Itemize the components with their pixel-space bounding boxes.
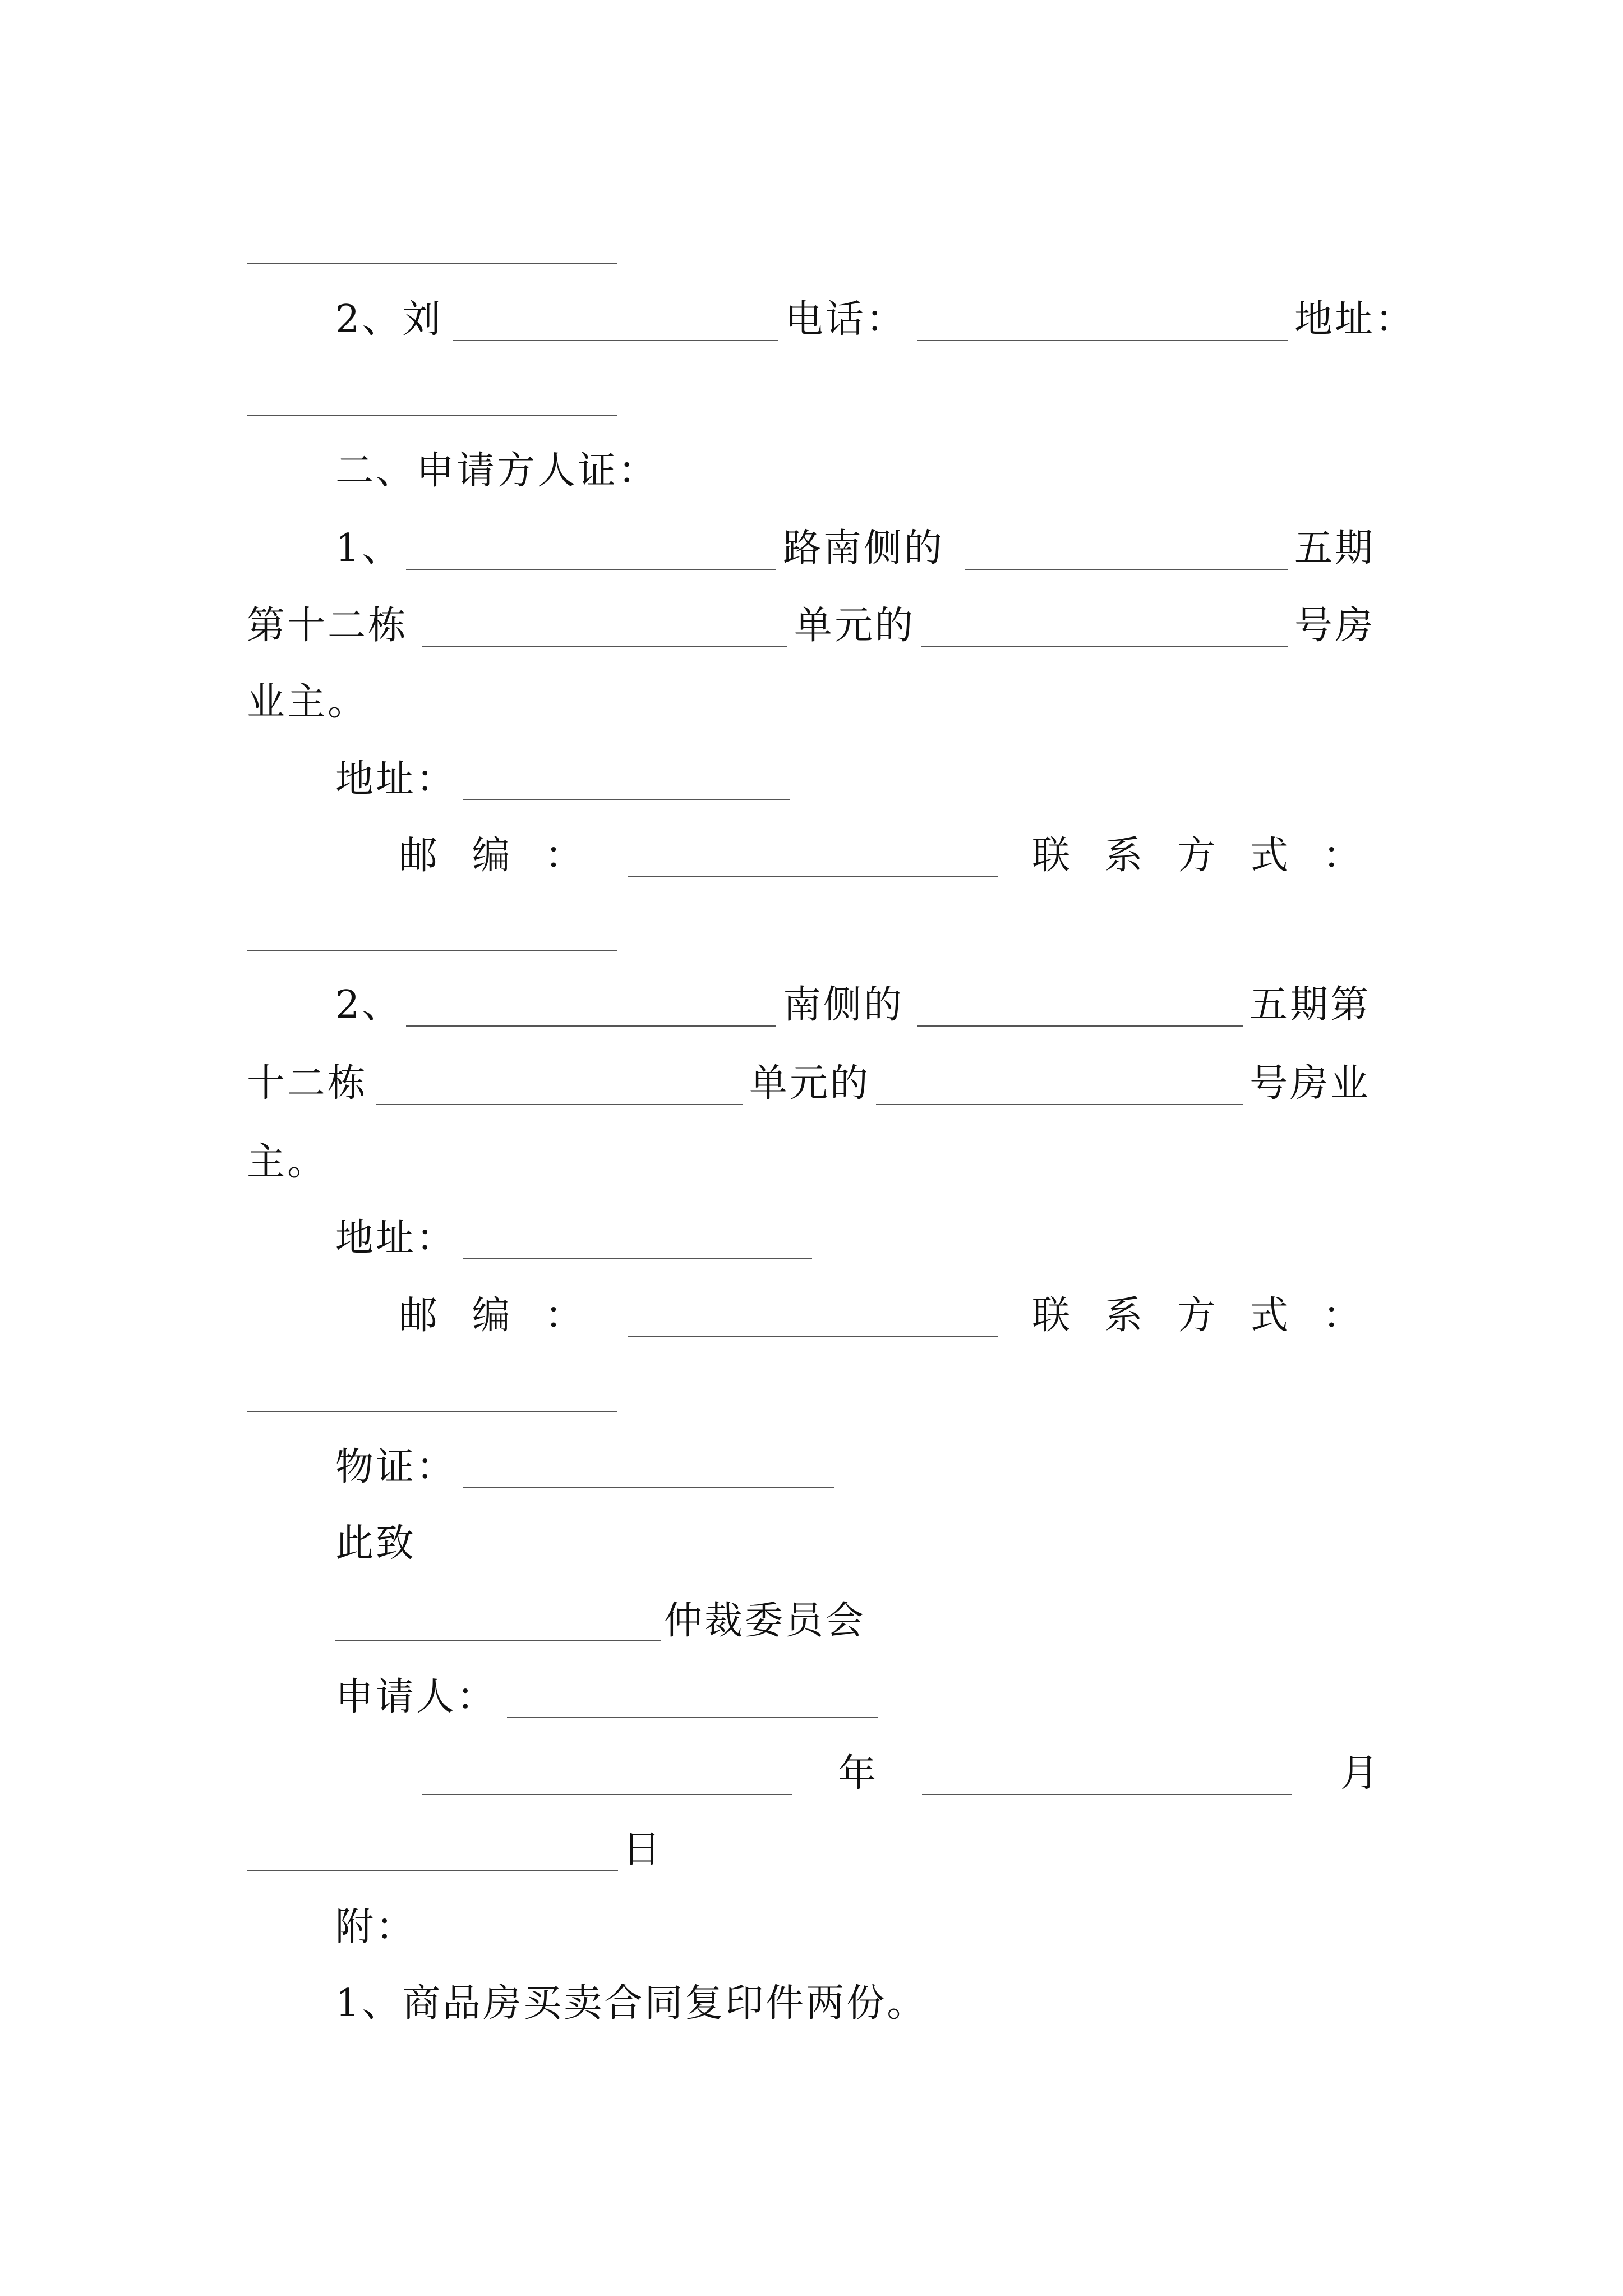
witness-1-room: 号房 (1294, 604, 1376, 648)
section-heading-text: 二、申请方人证： (335, 449, 659, 493)
witness-1-line-3 (0, 674, 1623, 730)
witness-2-line-2 (0, 1056, 1623, 1112)
blank-underline (463, 1487, 834, 1488)
witness-1-address-label: 地址： (335, 757, 457, 802)
respondent-2-prefix: 2、刘 (335, 297, 443, 342)
blank-underline (628, 1336, 998, 1337)
witness-2-owner: 主。 (247, 1140, 328, 1184)
attachment-heading-line (0, 1899, 1623, 1955)
committee-line (0, 1593, 1623, 1649)
blank-underline (406, 569, 776, 570)
blank-underline (921, 646, 1288, 647)
salutation-line (0, 1516, 1623, 1572)
blank-underline (463, 1258, 812, 1259)
witness-1-address-line (0, 752, 1623, 808)
blank-underline (406, 1025, 776, 1027)
witness-2-line-3 (0, 1134, 1623, 1190)
blank-underline (507, 1717, 878, 1718)
date-line (0, 1746, 1623, 1802)
attachment-heading: 附： (335, 1905, 417, 1949)
witness-2-line-1 (0, 977, 1623, 1033)
blank-underline (376, 1104, 743, 1105)
blank-underline (917, 1025, 1243, 1027)
blank-underline (422, 1794, 792, 1795)
witness-1-unit: 单元的 (794, 604, 916, 648)
witness-2-building: 十二栋 (247, 1061, 368, 1106)
salutation-text: 此致 (335, 1521, 417, 1566)
respondent-2-phone-label: 电话： (785, 297, 907, 342)
blank-underline (463, 799, 790, 800)
witness-2-contact-label: 联 系 方 式 ： (1032, 1294, 1372, 1338)
witness-2-postcode-line (0, 1288, 1623, 1344)
witness-1-owner: 业主。 (247, 680, 368, 724)
blank-underline (247, 1870, 618, 1871)
applicant-label: 申请人： (335, 1675, 497, 1719)
committee-text: 仲裁委员会 (664, 1599, 866, 1643)
witness-2-room: 号房业 (1249, 1061, 1371, 1106)
attachment-item-1-line (0, 1976, 1623, 2032)
witness-1-postcode-line (0, 828, 1623, 884)
blank-underline (917, 340, 1288, 341)
witness-2-road: 南侧的 (783, 983, 905, 1027)
witness-1-phase: 五期 (1294, 526, 1376, 570)
witness-2-address-label: 地址： (335, 1216, 457, 1260)
witness-2-unit: 单元的 (749, 1061, 871, 1106)
blank-underline (422, 646, 787, 647)
blank-underline (247, 263, 617, 264)
section-heading-witness (0, 443, 1623, 499)
blank-underline (876, 1104, 1243, 1105)
blank-underline (453, 340, 778, 341)
date-month-label: 月 (1340, 1751, 1381, 1796)
respondent-2-line (0, 292, 1623, 348)
witness-1-line-1 (0, 521, 1623, 577)
blank-underline (335, 1640, 661, 1641)
physical-evidence-label: 物证： (335, 1445, 457, 1489)
witness-2-phase: 五期第 (1249, 983, 1371, 1027)
witness-1-line-2 (0, 598, 1623, 654)
date-day-label: 日 (623, 1828, 663, 1872)
blank-underline (247, 950, 617, 951)
witness-2-postcode-label: 邮 编 ： (399, 1294, 594, 1338)
date-day-line (0, 1822, 1623, 1878)
blank-underline (247, 1411, 617, 1412)
respondent-2-address-label: 地址： (1294, 297, 1416, 342)
witness-1-building: 第十二栋 (247, 604, 409, 648)
blank-underline (922, 1794, 1292, 1795)
witness-1-postcode-label: 邮 编 ： (399, 834, 594, 878)
witness-2-prefix: 2、 (335, 983, 403, 1027)
blank-underline (965, 569, 1288, 570)
witness-1-road: 路南侧的 (783, 526, 945, 570)
attachment-item-1: 1、商品房买卖合同复印件两份。 (335, 1981, 928, 2026)
witness-1-prefix: 1、 (335, 526, 403, 570)
date-year-label: 年 (838, 1751, 879, 1796)
blank-underline (628, 876, 998, 877)
witness-1-contact-label: 联 系 方 式 ： (1032, 834, 1372, 878)
blank-underline (247, 415, 617, 416)
